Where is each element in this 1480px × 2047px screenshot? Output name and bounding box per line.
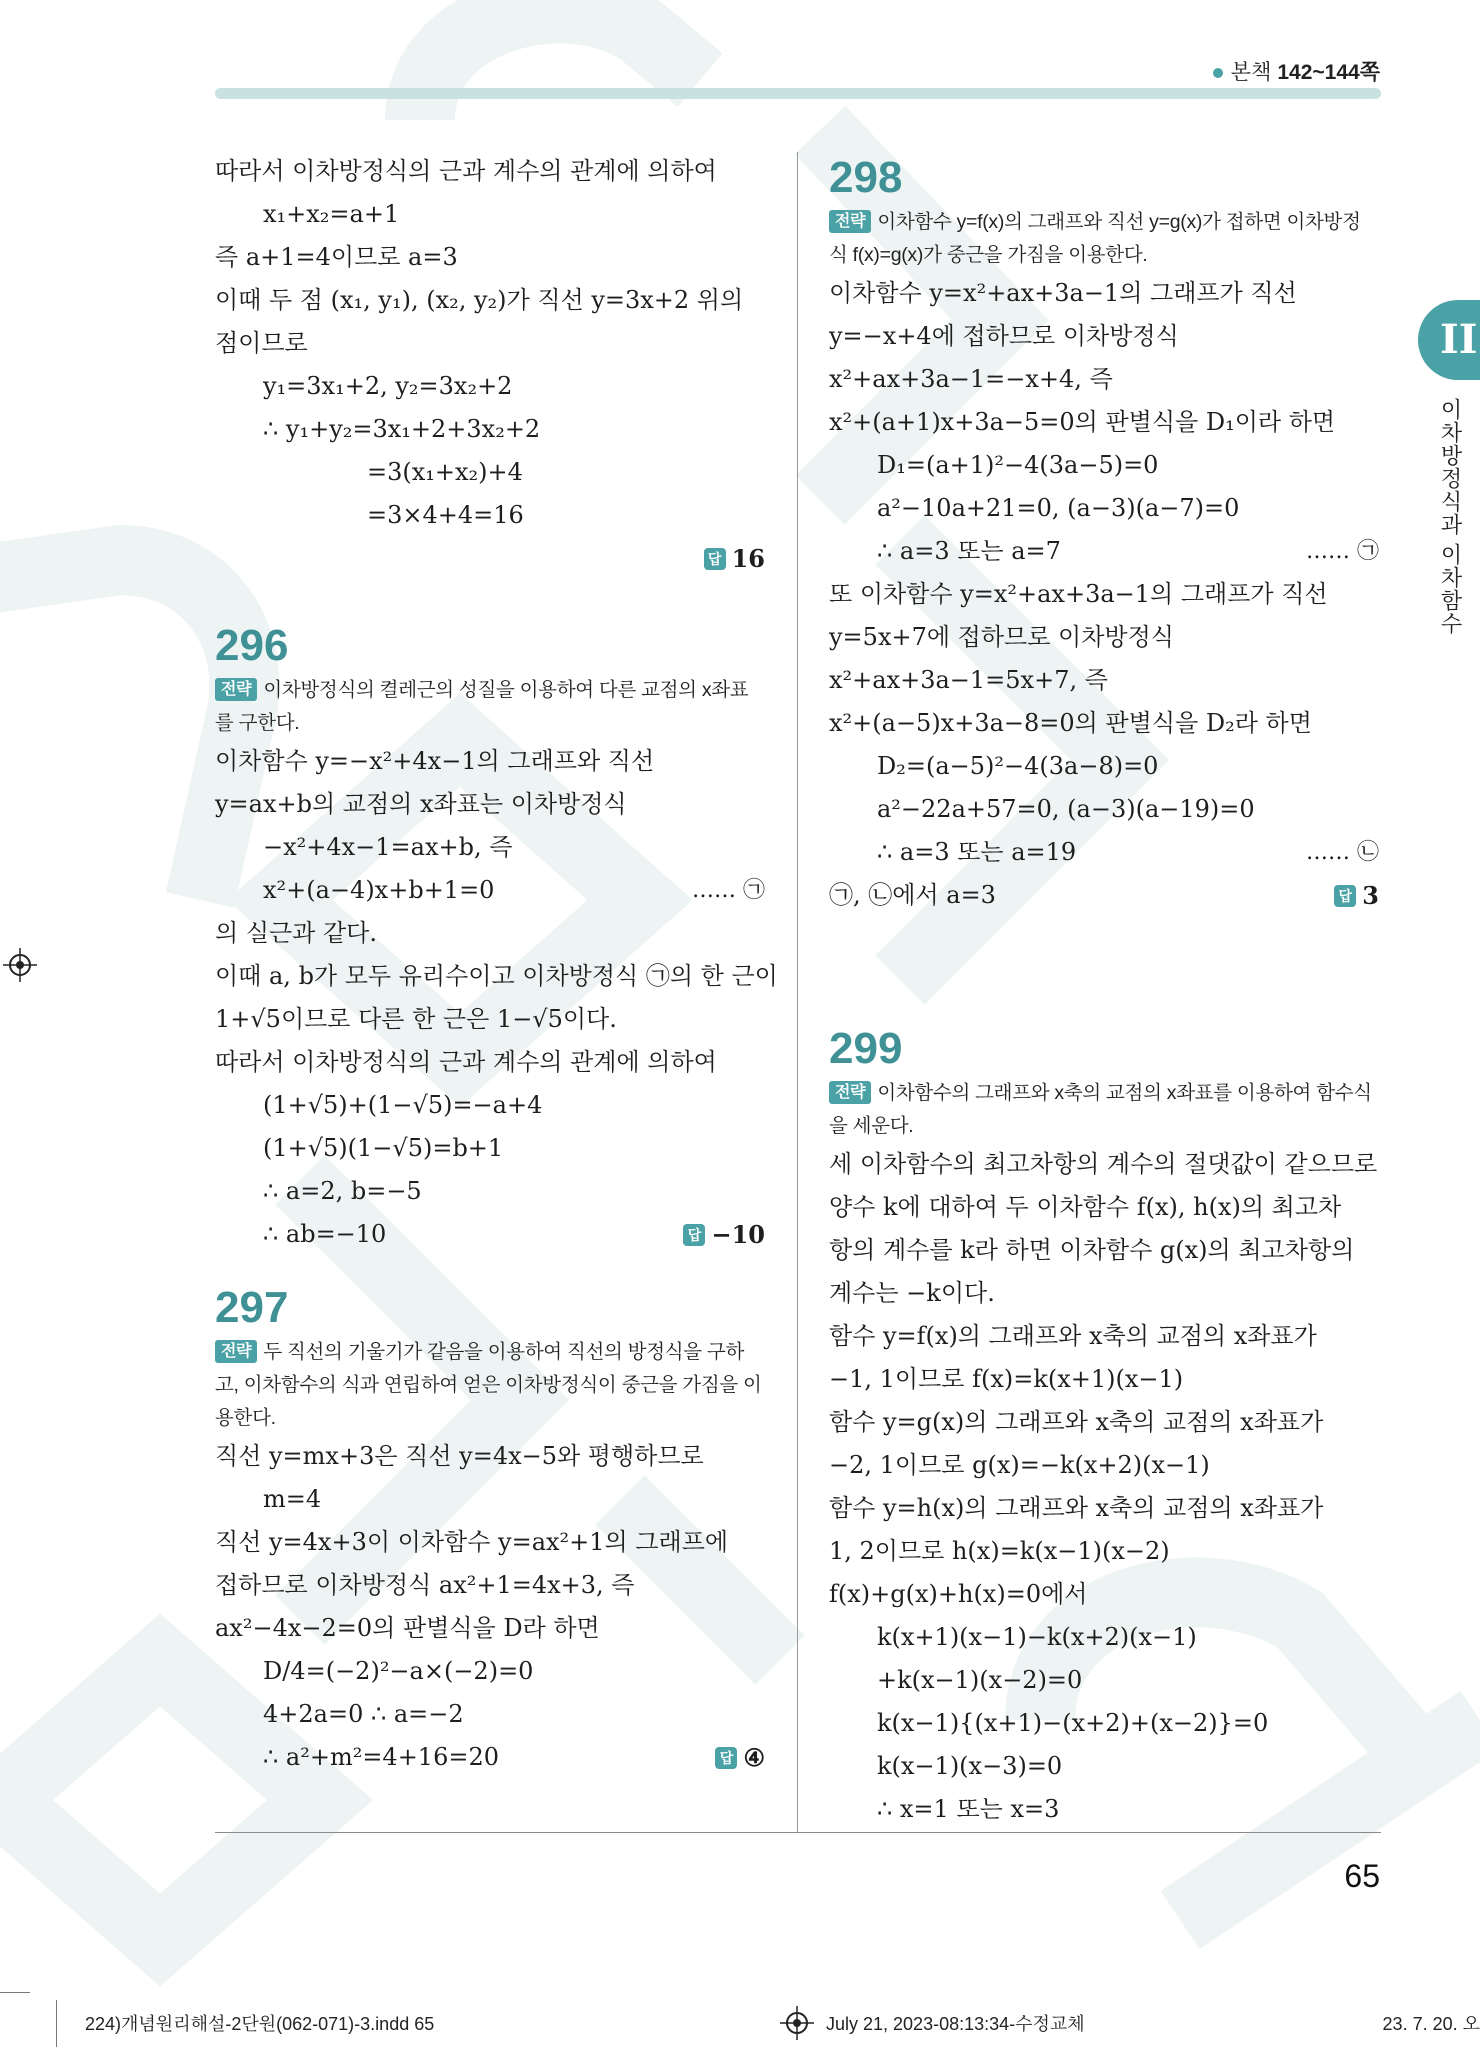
solution-line: 계수는 −k이다. bbox=[829, 1279, 995, 1307]
solution-line: ∴ a²+m²=4+16=20 bbox=[263, 1743, 499, 1771]
problem-299 bbox=[829, 1021, 1379, 1831]
solution-line: 직선 y=mx+3은 직선 y=4x−5와 평행하므로 bbox=[215, 1442, 704, 1470]
solution-line: 이차함수 y=x²+ax+3a−1의 그래프가 직선 bbox=[829, 279, 1297, 307]
answer-value: 3 bbox=[1362, 881, 1379, 910]
solution-line: ∴ x=1 또는 x=3 bbox=[877, 1795, 1060, 1823]
solution-line: x²+(a−4)x+b+1=0 bbox=[263, 876, 495, 904]
solution-line: 이때 두 점 (x₁, y₁), (x₂, y₂)가 직선 y=3x+2 위의 bbox=[215, 286, 744, 314]
answer-value: ④ bbox=[743, 1743, 765, 1772]
solution-line: 1, 2이므로 h(x)=k(x−1)(x−2) bbox=[829, 1537, 1170, 1565]
solution-line: a²−10a+21=0, (a−3)(a−7)=0 bbox=[877, 494, 1240, 522]
problem-number: 296 bbox=[215, 621, 289, 670]
solution-line: =3×4+4=16 bbox=[367, 501, 524, 529]
solution-line: (1+√5)+(1−√5)=−a+4 bbox=[263, 1091, 543, 1119]
solution-line: ∴ ab=−10 bbox=[263, 1220, 387, 1248]
solution-line: 따라서 이차방정식의 근과 계수의 관계에 의하여 bbox=[215, 1048, 717, 1076]
strategy-note bbox=[215, 1336, 765, 1435]
answer bbox=[704, 537, 765, 580]
page-number: 65 bbox=[1344, 1858, 1380, 1894]
solution-line-with-marker bbox=[829, 530, 1379, 573]
problem-number: 299 bbox=[829, 1024, 903, 1073]
strategy-note bbox=[215, 674, 765, 740]
strategy-tag: 전략 bbox=[829, 210, 871, 233]
problem-297 bbox=[215, 1280, 765, 1779]
equation-marker: …… ㉠ bbox=[1306, 539, 1379, 564]
solution-line: −2, 1이므로 g(x)=−k(x+2)(x−1) bbox=[829, 1451, 1210, 1479]
solution-line: f(x)+g(x)+h(x)=0에서 bbox=[829, 1580, 1088, 1608]
problem-296 bbox=[215, 618, 778, 1256]
solution-line: x₁+x₂=a+1 bbox=[263, 200, 400, 228]
strategy-tag: 전략 bbox=[215, 1340, 257, 1363]
answer-value: 16 bbox=[731, 544, 765, 573]
solution-line: (1+√5)(1−√5)=b+1 bbox=[263, 1134, 504, 1162]
strategy-text: 이차함수 y=f(x)의 그래프와 직선 y=g(x)가 접하면 이차방정식 f(x)=g(x)가 중근을 가짐을 이용한다. bbox=[829, 211, 1361, 266]
solution-line: =3(x₁+x₂)+4 bbox=[367, 458, 523, 486]
solution-line: y₁=3x₁+2, y₂=3x₂+2 bbox=[263, 372, 513, 400]
solution-line: 의 실근과 같다. bbox=[215, 919, 377, 947]
answer-value: −10 bbox=[711, 1220, 765, 1249]
solution-line: 세 이차함수의 최고차항의 계수의 절댓값이 같으므로 bbox=[829, 1150, 1378, 1178]
right-column bbox=[829, 150, 1379, 1831]
chapter-title: 이차방정식과 이차함수 bbox=[1438, 398, 1463, 636]
solution-line: −x²+4x−1=ax+b, 즉 bbox=[263, 833, 513, 861]
solution-line-with-answer bbox=[829, 874, 1379, 917]
solution-line: x²+ax+3a−1=−x+4, 즉 bbox=[829, 365, 1113, 393]
equation-marker: …… ㉡ bbox=[1306, 840, 1379, 865]
solution-line-with-marker bbox=[829, 831, 1379, 874]
solution-line: m=4 bbox=[263, 1485, 322, 1513]
solution-line: x²+(a+1)x+3a−5=0의 판별식을 D₁이라 하면 bbox=[829, 408, 1336, 436]
footer-timestamp: July 21, 2023-08:13:34-수정교체 bbox=[826, 2014, 1085, 2034]
strategy-text: 두 직선의 기울기가 같음을 이용하여 직선의 방정식을 구하고, 이차함수의 식과 연립하여 얻은 이차방정식이 중근을 가짐을 이용한다. bbox=[215, 1341, 762, 1429]
solution-line: k(x−1){(x+1)−(x+2)+(x−2)}=0 bbox=[877, 1709, 1269, 1737]
solution-line: 따라서 이차방정식의 근과 계수의 관계에 의하여 bbox=[215, 157, 717, 185]
solution-line: 이차함수 y=−x²+4x−1의 그래프와 직선 bbox=[215, 747, 655, 775]
page-reference bbox=[1213, 56, 1380, 86]
continued-solution bbox=[215, 150, 765, 580]
solution-line: 함수 y=g(x)의 그래프와 x축의 교점의 x좌표가 bbox=[829, 1408, 1324, 1436]
solution-line: D/4=(−2)²−a×(−2)=0 bbox=[263, 1657, 534, 1685]
solution-line: ax²−4x−2=0의 판별식을 D라 하면 bbox=[215, 1614, 600, 1642]
footer-date: 23. 7. 20. 오 bbox=[1382, 2014, 1480, 2034]
solution-line: 4+2a=0 ∴ a=−2 bbox=[263, 1700, 464, 1728]
answer-icon: 답 bbox=[683, 1224, 705, 1246]
answer-row bbox=[215, 537, 765, 580]
answer-icon: 답 bbox=[704, 548, 726, 570]
answer-icon: 답 bbox=[1334, 885, 1356, 907]
solution-line: ∴ a=3 또는 a=19 bbox=[877, 838, 1077, 866]
problem-number: 298 bbox=[829, 153, 903, 202]
solution-line: 양수 k에 대하여 두 이차함수 f(x), h(x)의 최고차 bbox=[829, 1193, 1342, 1221]
solution-line: D₁=(a+1)²−4(3a−5)=0 bbox=[877, 451, 1159, 479]
header-bar bbox=[215, 88, 1381, 99]
crop-mark bbox=[56, 2000, 57, 2047]
solution-line: 항의 계수를 k라 하면 이차함수 g(x)의 최고차항의 bbox=[829, 1236, 1355, 1264]
solution-line: 즉 a+1=4이므로 a=3 bbox=[215, 243, 458, 271]
problem-298 bbox=[829, 150, 1379, 917]
equation-marker: …… ㉠ bbox=[692, 878, 765, 903]
bullet-dot-icon bbox=[1213, 68, 1223, 78]
strategy-note bbox=[829, 206, 1379, 272]
solution-line-with-answer bbox=[215, 1213, 765, 1256]
solution-line: 이때 a, b가 모두 유리수이고 이차방정식 ㉠의 한 근이 bbox=[215, 962, 778, 990]
answer bbox=[683, 1213, 765, 1256]
solution-line: 함수 y=h(x)의 그래프와 x축의 교점의 x좌표가 bbox=[829, 1494, 1324, 1522]
column-divider bbox=[797, 152, 798, 1832]
solution-line: ∴ y₁+y₂=3x₁+2+3x₂+2 bbox=[263, 415, 541, 443]
solution-line: ∴ a=3 또는 a=7 bbox=[877, 537, 1061, 565]
footer-file-info: 224)개념원리해설-2단원(062-071)-3.indd 65 bbox=[85, 2014, 435, 2034]
strategy-note bbox=[829, 1077, 1379, 1143]
solution-line-with-marker bbox=[215, 869, 765, 912]
reference-label: 본책 bbox=[1230, 61, 1272, 84]
solution-line: y=−x+4에 접하므로 이차방정식 bbox=[829, 322, 1179, 350]
solution-line: ㉠, ㉡에서 a=3 bbox=[829, 881, 996, 909]
solution-line: 함수 y=f(x)의 그래프와 x축의 교점의 x좌표가 bbox=[829, 1322, 1317, 1350]
problem-number: 297 bbox=[215, 1283, 289, 1332]
crop-mark bbox=[0, 1992, 30, 1993]
solution-line: x²+(a−5)x+3a−8=0의 판별식을 D₂라 하면 bbox=[829, 709, 1312, 737]
solution-line: +k(x−1)(x−2)=0 bbox=[877, 1666, 1083, 1694]
strategy-text: 이차함수의 그래프와 x축의 교점의 x좌표를 이용하여 함수식을 세운다. bbox=[829, 1082, 1372, 1137]
solution-line: 직선 y=4x+3이 이차함수 y=ax²+1의 그래프에 bbox=[215, 1528, 729, 1556]
solution-line: ∴ a=2, b=−5 bbox=[263, 1177, 422, 1205]
answer bbox=[1334, 874, 1379, 917]
chapter-numeral: II bbox=[1440, 316, 1478, 363]
strategy-tag: 전략 bbox=[215, 678, 257, 701]
solution-line: y=ax+b의 교점의 x좌표는 이차방정식 bbox=[215, 790, 627, 818]
solution-line: 또 이차함수 y=x²+ax+3a−1의 그래프가 직선 bbox=[829, 580, 1328, 608]
solution-line: k(x+1)(x−1)−k(x+2)(x−1) bbox=[877, 1623, 1197, 1651]
solution-line: x²+ax+3a−1=5x+7, 즉 bbox=[829, 666, 1108, 694]
strategy-tag: 전략 bbox=[829, 1081, 871, 1104]
answer bbox=[715, 1736, 765, 1779]
solution-line: y=5x+7에 접하므로 이차방정식 bbox=[829, 623, 1174, 651]
registration-mark-icon bbox=[3, 948, 37, 982]
registration-mark-icon bbox=[780, 2006, 814, 2040]
left-column bbox=[215, 150, 778, 1779]
solution-line-with-answer bbox=[215, 1736, 765, 1779]
solution-line: 점이므로 bbox=[215, 329, 308, 357]
solution-line: D₂=(a−5)²−4(3a−8)=0 bbox=[877, 752, 1159, 780]
reference-pages: 142~144쪽 bbox=[1277, 61, 1380, 84]
solution-line: k(x−1)(x−3)=0 bbox=[877, 1752, 1063, 1780]
solution-line: −1, 1이므로 f(x)=k(x+1)(x−1) bbox=[829, 1365, 1184, 1393]
solution-line: a²−22a+57=0, (a−3)(a−19)=0 bbox=[877, 795, 1255, 823]
bottom-rule bbox=[215, 1832, 1381, 1833]
solution-line: 1+√5이므로 다른 한 근은 1−√5이다. bbox=[215, 1005, 617, 1033]
answer-icon: 답 bbox=[715, 1747, 737, 1769]
solution-line: 접하므로 이차방정식 ax²+1=4x+3, 즉 bbox=[215, 1571, 635, 1599]
strategy-text: 이차방정식의 켤레근의 성질을 이용하여 다른 교점의 x좌표를 구한다. bbox=[215, 679, 749, 734]
